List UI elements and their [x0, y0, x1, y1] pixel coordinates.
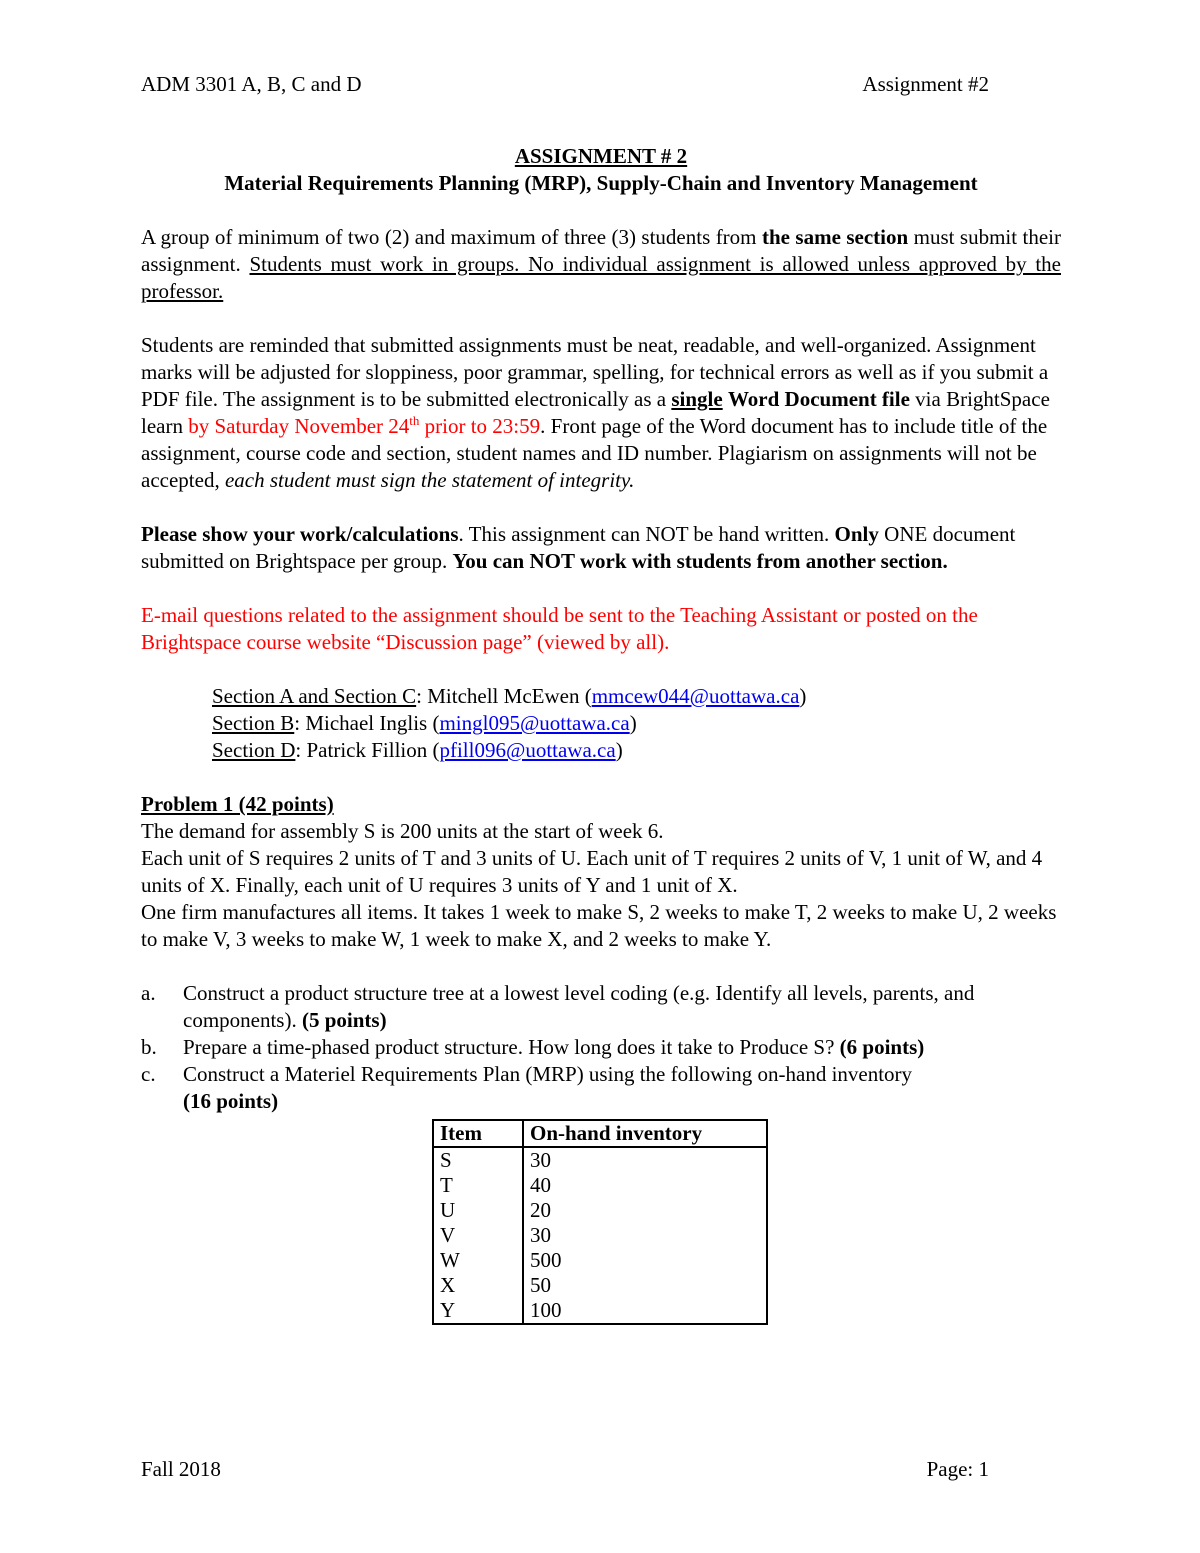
- problem-item: [141, 1061, 1061, 1115]
- reminder-word-file: Word Document file: [727, 387, 910, 411]
- cell-item: X: [433, 1273, 523, 1298]
- header-course: ADM 3301 A, B, C and D: [141, 72, 362, 96]
- contact-email-link[interactable]: pfill096@uottawa.ca: [439, 738, 616, 762]
- item-points: (5 points): [301, 1008, 387, 1032]
- cell-item: V: [433, 1223, 523, 1248]
- document-body: [141, 143, 1061, 1325]
- cell-item: T: [433, 1173, 523, 1198]
- table-row: [433, 1147, 767, 1173]
- footer-page-number: Page: 1: [926, 1457, 989, 1481]
- group-text-bold: the same section: [761, 225, 909, 249]
- table-row: [433, 1173, 767, 1198]
- item-body: Prepare a time-phased product structure. How long does it take to Produce S?: [183, 1035, 840, 1059]
- problem-item: [141, 1034, 1061, 1061]
- page-title: ASSIGNMENT # 2: [514, 144, 688, 168]
- contact-close: ): [629, 711, 637, 735]
- reminder-via: via BrightSpace learn: [141, 387, 1050, 438]
- work-paragraph: [141, 521, 1061, 575]
- deadline-time: prior to 23:59: [419, 414, 541, 438]
- cell-inventory: 40: [523, 1173, 767, 1198]
- cell-item: W: [433, 1248, 523, 1273]
- contact-section: Section D: [212, 738, 296, 762]
- reminder-text-1: Students are reminded that submitted assignments must be neat, readable, and well-organized. Assignment marks will be adjusted for sloppiness, poor grammar, spelling, for technical errors as well as if you submit a PDF file. The assignment is to be submitted electronically as a: [141, 333, 1049, 411]
- item-marker: b.: [141, 1035, 157, 1059]
- table-row: [433, 1248, 767, 1273]
- column-header-inventory: On-hand inventory: [523, 1120, 767, 1147]
- work-no-other-section: You can NOT work with students from another section.: [452, 549, 948, 573]
- problem-heading: Problem 1 (42 points): [141, 792, 334, 816]
- table-row: [433, 1198, 767, 1223]
- page-subtitle: Material Requirements Planning (MRP), Supply-Chain and Inventory Management: [224, 171, 978, 195]
- group-paragraph: [141, 224, 1061, 305]
- reminder-text-2: . Front page of the Word document has to include title of the assignment, course code and section, student names and ID number. Plagiarism on assignments will not be accepted,: [141, 414, 1048, 492]
- table-header-row: [433, 1120, 767, 1147]
- item-marker: a.: [141, 981, 156, 1005]
- cell-inventory: 30: [523, 1223, 767, 1248]
- reminder-paragraph: [141, 332, 1061, 494]
- footer-term: Fall 2018: [141, 1457, 221, 1481]
- header-assignment: Assignment #2: [862, 72, 989, 96]
- problem-line: One firm manufactures all items. It takes 1 week to make S, 2 weeks to make T, 2 weeks to make U, 2 weeks to make V, 3 weeks to make W, 1 week to make X, and 2 weeks to make Y.: [141, 900, 1057, 951]
- contact-close: ): [799, 684, 807, 708]
- deadline-sup: th: [409, 413, 420, 428]
- contact-name: : Mitchell McEwen (: [416, 684, 592, 708]
- reminder-deadline: [188, 414, 540, 438]
- reminder-integrity: each student must sign the statement of integrity.: [224, 468, 635, 492]
- problem-line: Each unit of S requires 2 units of T and 3 units of U. Each unit of T requires 2 units of V, 1 unit of W, and 4 units of X. Finally, each unit of U requires 3 units of Y and 1 unit of X.: [141, 846, 1043, 897]
- table-row: [433, 1298, 767, 1324]
- email-paragraph: E-mail questions related to the assignment should be sent to the Teaching Assistant or posted on the Brightspace course website “Discussion page” (viewed by all).: [141, 603, 978, 654]
- reminder-single: single: [671, 387, 723, 411]
- cell-inventory: 30: [523, 1147, 767, 1173]
- cell-inventory: 500: [523, 1248, 767, 1273]
- contact-email-link[interactable]: mingl095@uottawa.ca: [439, 711, 630, 735]
- work-show: Please show your work/calculations: [141, 522, 459, 546]
- item-points: (6 points): [839, 1035, 925, 1059]
- item-body: Construct a Materiel Requirements Plan (MRP) using the following on-hand inventory: [183, 1062, 913, 1086]
- contact-name: : Michael Inglis (: [294, 711, 440, 735]
- table-row: [433, 1223, 767, 1248]
- contact-row: [212, 737, 1061, 764]
- problem-items: [141, 980, 1061, 1115]
- contact-row: [212, 710, 1061, 737]
- item-marker: c.: [141, 1062, 156, 1086]
- group-text-1: A group of minimum of two (2) and maximum of three (3) students from: [141, 225, 762, 249]
- contact-email-link[interactable]: mmcew044@uottawa.ca: [591, 684, 800, 708]
- group-text-2: must submit their assignment.: [141, 225, 1062, 276]
- cell-inventory: 20: [523, 1198, 767, 1223]
- item-text: [183, 1061, 1061, 1115]
- contact-close: ): [615, 738, 623, 762]
- contact-section: Section A and Section C: [212, 684, 417, 708]
- work-text-2: ONE document submitted on Brightspace per group.: [141, 522, 1016, 573]
- item-body: Construct a product structure tree at a lowest level coding (e.g. Identify all levels, parents, and components).: [183, 981, 975, 1032]
- item-text: [183, 1034, 1061, 1061]
- work-only: Only: [834, 522, 879, 546]
- inventory-table: [432, 1119, 768, 1325]
- contact-name: : Patrick Fillion (: [295, 738, 440, 762]
- page-footer: [141, 1457, 989, 1482]
- table-row: [433, 1273, 767, 1298]
- group-text-underlined: Students must work in groups. No individual assignment is allowed unless approved by the professor.: [141, 252, 1061, 303]
- cell-inventory: 50: [523, 1273, 767, 1298]
- ta-contacts: [141, 683, 1061, 764]
- contact-section: Section B: [212, 711, 295, 735]
- work-text-1: . This assignment can NOT be hand written.: [458, 522, 835, 546]
- problem-item: [141, 980, 1061, 1034]
- page-header: [141, 72, 989, 97]
- cell-item: Y: [433, 1298, 523, 1324]
- contact-row: [212, 683, 1061, 710]
- problem-line: The demand for assembly S is 200 units at the start of week 6.: [141, 819, 664, 843]
- cell-inventory: 100: [523, 1298, 767, 1324]
- item-points: (16 points): [183, 1089, 279, 1113]
- deadline-date: by Saturday November 24: [188, 414, 410, 438]
- cell-item: S: [433, 1147, 523, 1173]
- item-text: [183, 980, 1061, 1034]
- cell-item: U: [433, 1198, 523, 1223]
- column-header-item: Item: [433, 1120, 523, 1147]
